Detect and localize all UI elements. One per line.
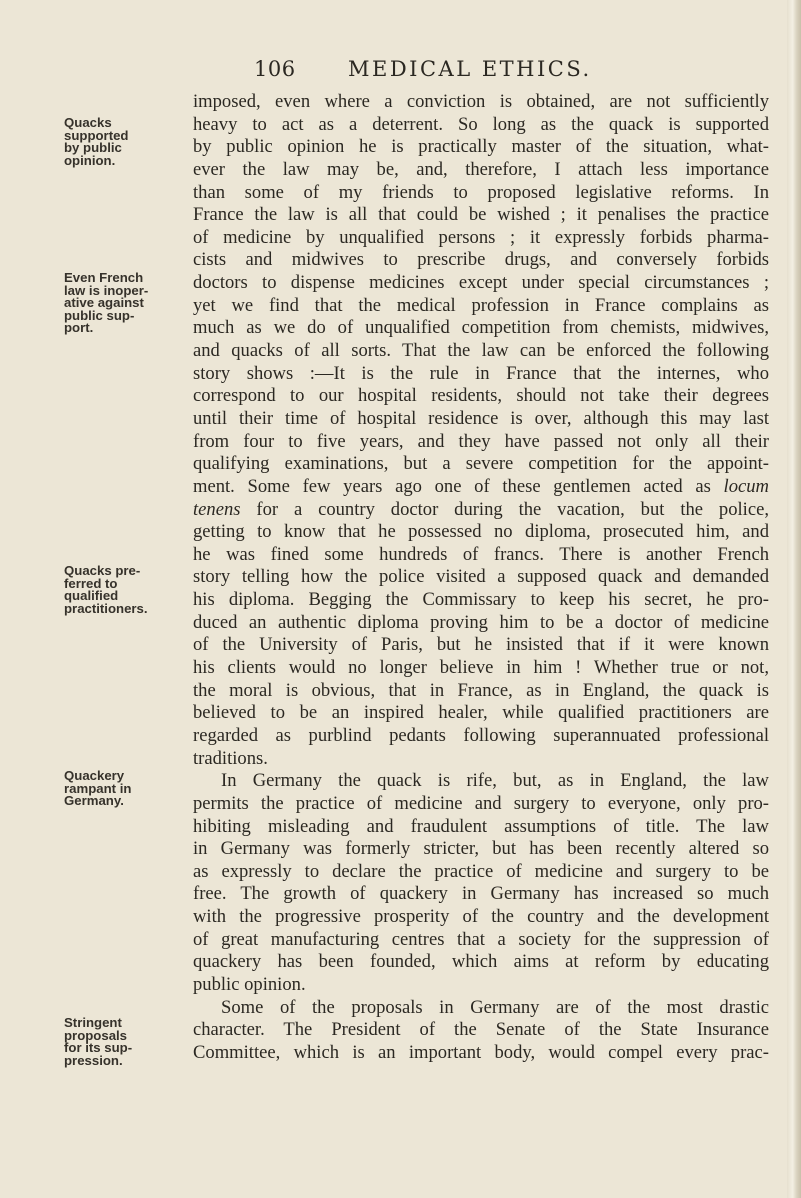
text-line: public opinion. bbox=[193, 973, 306, 995]
sidenote-line: public sup- bbox=[64, 307, 135, 323]
sidenote-line: Quackery bbox=[64, 768, 125, 783]
text-line: and quacks of all sorts. That the law can be enforced the following bbox=[193, 340, 769, 362]
text-line: Some of the proposals in Germany are of the most drastic bbox=[221, 996, 769, 1018]
text-line: Committee, which is an important body, would compel every prac- bbox=[193, 1041, 769, 1063]
text-line: story shows :—It is the rule in France that the internes, who bbox=[193, 362, 769, 384]
sidenote-quacks-preferred bbox=[64, 565, 190, 615]
text-line: regarded as purblind pedants following superannuated professional bbox=[193, 724, 769, 746]
text-line: until their time of hospital residence is over, although this may last bbox=[193, 407, 769, 429]
sidenote-stringent-proposals bbox=[64, 1017, 190, 1067]
italic-term: locum bbox=[723, 475, 769, 497]
text-line: duced an authentic diploma proving him to be a doctor of medicine bbox=[193, 611, 769, 633]
sidenote-line: proposals bbox=[64, 1027, 128, 1043]
text-line: of great manufacturing centres that a society for the suppression of bbox=[193, 928, 769, 950]
text-line: as expressly to declare the practice of medicine and surgery to be bbox=[193, 860, 769, 882]
text-line: permits the practice of medicine and surgery to everyone, only pro- bbox=[193, 792, 769, 814]
sidenote-line: Even French bbox=[64, 270, 144, 285]
sidenote-french-law bbox=[64, 272, 190, 335]
text-line: believed to be an inspired healer, while qualified practitioners are bbox=[193, 702, 769, 724]
text-line: story telling how the police visited a supposed quack and demanded bbox=[193, 566, 769, 588]
text-line: of the University of Paris, but he insisted that if it were known bbox=[193, 634, 769, 656]
sidenote-line: pression. bbox=[64, 1052, 123, 1068]
text-line: his diploma. Begging the Commissary to keep his secret, he pro- bbox=[193, 589, 769, 611]
text-line: correspond to our hospital residents, should not take their degrees bbox=[193, 385, 769, 407]
text-line: traditions. bbox=[193, 747, 268, 769]
running-title: MEDICAL ETHICS. bbox=[348, 57, 592, 81]
text-line: in Germany was formerly stricter, but has been recently altered so bbox=[193, 838, 769, 860]
text-line-with-italic bbox=[193, 476, 769, 499]
sidenote-line: Quacks bbox=[64, 115, 112, 130]
text-line: than some of my friends to proposed legislative reforms. In bbox=[193, 181, 769, 203]
sidenote-line: ferred to bbox=[64, 575, 118, 591]
text-line: In Germany the quack is rife, but, as in England, the law bbox=[221, 770, 769, 792]
text-line: free. The growth of quackery in Germany has increased so much bbox=[193, 883, 769, 905]
text-line: much as we do of unqualified competition from chemists, midwives, bbox=[193, 317, 769, 339]
page-edge bbox=[787, 0, 801, 1198]
text-line: with the progressive prosperity of the country and the development bbox=[193, 906, 769, 928]
page-header bbox=[0, 57, 801, 87]
sidenote-line: for its sup- bbox=[64, 1040, 133, 1056]
sidenote-line: practitioners. bbox=[64, 600, 148, 616]
sidenote-line: Germany. bbox=[64, 793, 124, 809]
text-line: hibiting misleading and fraudulent assumptions of title. The law bbox=[193, 815, 769, 837]
sidenote-line: rampant in bbox=[64, 780, 132, 796]
sidenote-line: qualified bbox=[64, 588, 119, 604]
text-line: France the law is all that could be wished ; it penalises the practice bbox=[193, 204, 769, 226]
text-line: he was fined some hundreds of francs. There is another French bbox=[193, 543, 769, 565]
sidenote-line: Quacks pre- bbox=[64, 563, 141, 578]
sidenote-line: by public bbox=[64, 140, 122, 156]
text-line: heavy to act as a deterrent. So long as the quack is supported bbox=[193, 113, 769, 135]
text-line: by public opinion he is practically master of the situation, what- bbox=[193, 136, 769, 158]
text-line-with-italic bbox=[193, 499, 769, 522]
text-line: getting to know that he possessed no diploma, prosecuted him, and bbox=[193, 521, 769, 543]
text-line: his clients would no longer believe in him ! Whether true or not, bbox=[193, 657, 769, 679]
text-line: the moral is obvious, that in France, as in England, the quack is bbox=[193, 679, 769, 701]
page-number: 106 bbox=[254, 57, 296, 81]
sidenote-quackery-germany bbox=[64, 770, 190, 808]
sidenote-line: supported bbox=[64, 127, 129, 143]
text-line: character. The President of the Senate of the State Insurance bbox=[193, 1019, 769, 1041]
sidenote-line: law is inoper- bbox=[64, 282, 149, 298]
text-segment: for a country doctor during the vacation, but the police, bbox=[240, 498, 769, 520]
text-line: imposed, even where a conviction is obtained, are not sufficiently bbox=[193, 91, 769, 112]
text-line: qualifying examinations, but a severe competition for the appoint- bbox=[193, 453, 769, 475]
text-line: of medicine by unqualified persons ; it expressly forbids pharma- bbox=[193, 226, 769, 248]
text-line: yet we find that the medical profession in France complains as bbox=[193, 294, 769, 316]
text-line: doctors to dispense medicines except under special circumstances ; bbox=[193, 272, 769, 294]
text-line: cists and midwives to prescribe drugs, and conversely forbids bbox=[193, 249, 769, 271]
body-text bbox=[193, 91, 769, 1065]
sidenote-line: Stringent bbox=[64, 1015, 122, 1030]
text-line: quackery has been founded, which aims at reform by educating bbox=[193, 951, 769, 973]
sidenote-quacks-supported bbox=[64, 117, 190, 167]
sidenote-line: port. bbox=[64, 320, 94, 336]
sidenote-line: opinion. bbox=[64, 152, 116, 168]
text-segment: ment. Some few years ago one of these gentlemen acted as bbox=[193, 475, 711, 497]
sidenote-line: ative against bbox=[64, 295, 144, 311]
italic-term: tenens bbox=[193, 498, 241, 520]
text-line: ever the law may be, and, therefore, I attach less importance bbox=[193, 158, 769, 180]
text-line: from four to five years, and they have passed not only all their bbox=[193, 430, 769, 452]
